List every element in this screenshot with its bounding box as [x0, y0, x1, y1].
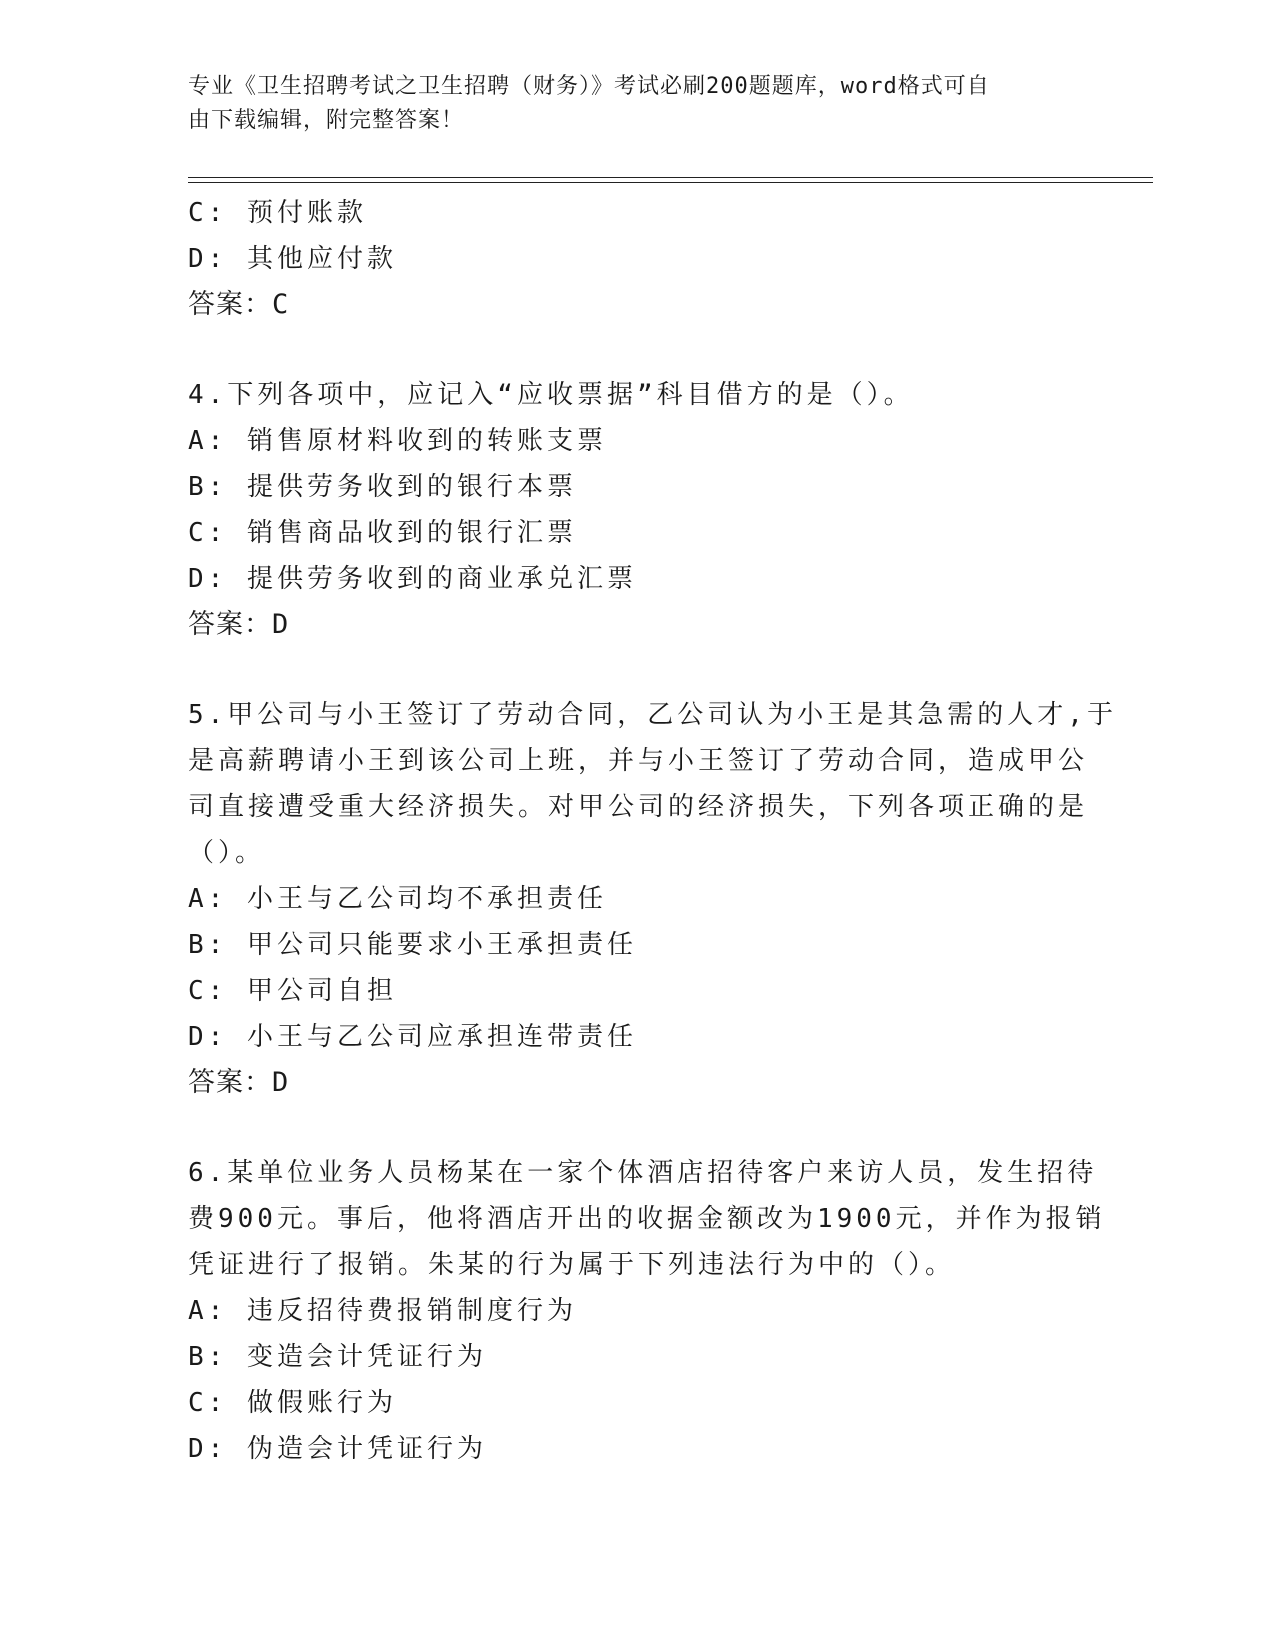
- question-3-tail: [188, 190, 1088, 328]
- q5-answer: 答案：D: [188, 1067, 290, 1098]
- q6-stem-line-3: 凭证进行了报销。朱某的行为属于下列违法行为中的（）。: [188, 1250, 956, 1280]
- header-divider-top: [188, 177, 1153, 178]
- q6-option-d: D: 伪造会计凭证行为: [188, 1434, 487, 1464]
- document-header: [188, 70, 1088, 138]
- q3-answer: 答案：C: [188, 289, 290, 320]
- q5-option-a: A: 小王与乙公司均不承担责任: [188, 884, 607, 914]
- question-content: [188, 190, 1117, 1472]
- q6-stem-line-1: 6.某单位业务人员杨某在一家个体酒店招待客户来访人员，发生招待: [188, 1158, 1098, 1188]
- header-line-1: 专业《卫生招聘考试之卫生招聘（财务）》考试必刷200题题库，word格式可自: [188, 74, 990, 99]
- q3-option-d: D: 其他应付款: [188, 244, 397, 274]
- q4-option-d: D: 提供劳务收到的商业承兑汇票: [188, 564, 637, 594]
- q5-stem-line-3: 司直接遭受重大经济损失。对甲公司的经济损失，下列各项正确的是: [188, 792, 1089, 822]
- q6-option-b: B: 变造会计凭证行为: [188, 1342, 487, 1372]
- header-line-2: 由下载编辑，附完整答案！: [188, 108, 465, 133]
- q5-option-b: B: 甲公司只能要求小王承担责任: [188, 930, 637, 960]
- q6-option-a: A: 违反招待费报销制度行为: [188, 1296, 577, 1326]
- header-divider-bottom: [188, 182, 1153, 183]
- question-6: [188, 1150, 1106, 1472]
- q5-option-c: C: 甲公司自担: [188, 976, 397, 1006]
- q6-option-c: C: 做假账行为: [188, 1388, 397, 1418]
- q4-option-b: B: 提供劳务收到的银行本票: [188, 472, 577, 502]
- q4-option-a: A: 销售原材料收到的转账支票: [188, 426, 607, 456]
- q5-option-d: D: 小王与乙公司应承担连带责任: [188, 1022, 637, 1052]
- q5-stem-line-4: （）。: [188, 838, 266, 868]
- q5-stem-line-1: 5.甲公司与小王签订了劳动合同，乙公司认为小王是其急需的人才,于: [188, 700, 1117, 730]
- q6-stem-line-2: 费900元。事后，他将酒店开出的收据金额改为1900元，并作为报销: [188, 1204, 1106, 1234]
- q3-option-c: C: 预付账款: [188, 198, 367, 228]
- question-5: [188, 692, 1117, 1106]
- q4-answer: 答案：D: [188, 609, 290, 640]
- q4-option-c: C: 销售商品收到的银行汇票: [188, 518, 577, 548]
- q5-stem-line-2: 是高薪聘请小王到该公司上班，并与小王签订了劳动合同，造成甲公: [188, 746, 1089, 776]
- question-4: [188, 372, 1088, 648]
- q4-stem: 4.下列各项中，应记入“应收票据”科目借方的是（）。: [188, 380, 914, 410]
